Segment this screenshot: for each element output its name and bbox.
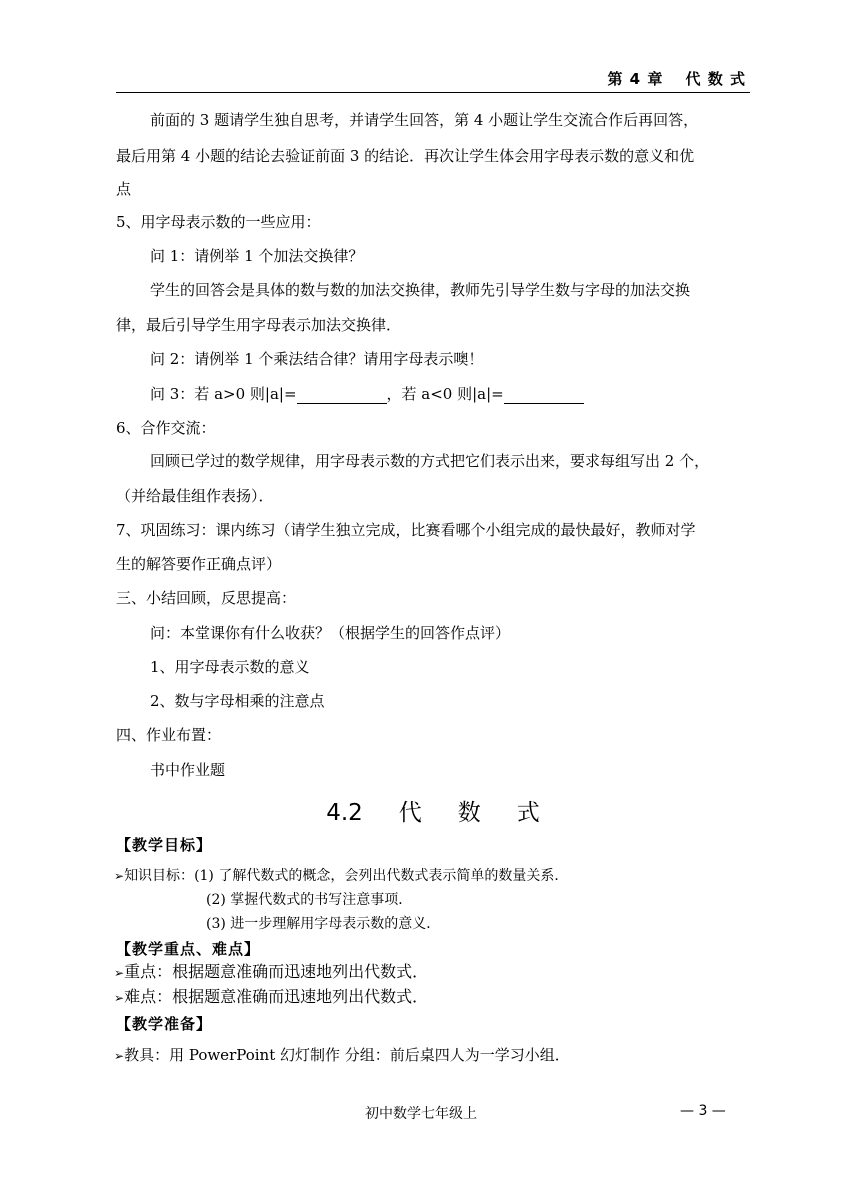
key-heading: 【教学重点、难点】 (116, 940, 261, 958)
prep-line (114, 1045, 570, 1066)
goal-item: (3) 进一步理解用字母表示数的意义． (206, 916, 441, 932)
goal-line (114, 866, 568, 886)
title-char: 数 (457, 800, 481, 826)
homework-text: 书中作业题 (150, 761, 226, 779)
section-heading: 四、作业布置： (116, 726, 222, 744)
paragraph-line: 学生的回答会是具体的数与数的加法交换律，教师先引导学生数与字母的加法交换 (150, 281, 691, 299)
question-2: 问 2：请例举 1 个乘法结合律？请用字母表示噢！ (150, 350, 484, 368)
summary-item: 2、数与字母相乘的注意点 (150, 692, 325, 710)
section-heading: 5、用字母表示数的一些应用： (116, 213, 321, 231)
prep-heading: 【教学准备】 (116, 1015, 213, 1033)
goal-label: 知识目标： (124, 868, 195, 884)
answer-blank (297, 387, 387, 404)
paragraph-line: 回顾已学过的数学规律，用字母表示数的方式把它们表示出来，要求每组写出 2 个， (150, 452, 710, 470)
section-heading: 三、小结回顾，反思提高： (116, 589, 297, 607)
paragraph-line: 点 (116, 180, 132, 198)
difficult-point-text: 难点：根据题意准确而迅速地列出代数式． (124, 987, 429, 1006)
paragraph-line: 前面的 3 题请学生独自思考，并请学生回答，第 4 小题让学生交流合作后再回答， (150, 111, 699, 129)
question-3-part-a: 问 3：若 a>0 则|a|= (150, 385, 297, 403)
paragraph-line: （并给最佳组作表扬）． (116, 487, 274, 505)
section-heading: 6、合作交流： (116, 419, 216, 437)
bullet-arrow-icon: ➢ (114, 991, 125, 1005)
bullet-arrow-icon: ➢ (114, 869, 125, 883)
section-heading: 7、巩固练习：课内练习（请学生独立完成，比赛看哪个小组完成的最快最好，教师对学 (116, 521, 696, 539)
title-char: 代 (398, 800, 422, 826)
paragraph-line: 生的解答要作正确点评） (116, 555, 282, 573)
difficult-point (114, 987, 428, 1008)
key-point (114, 962, 428, 983)
footer-title: 初中数学七年级上 (365, 1106, 477, 1122)
summary-question: 问：本堂课你有什么收获？（根据学生的回答作点评） (150, 624, 511, 642)
page-number: — 3 — (680, 1103, 726, 1119)
question-3 (150, 384, 584, 404)
goals-heading: 【教学目标】 (116, 836, 213, 854)
question-1: 问 1：请例举 1 个加法交换律？ (150, 247, 364, 265)
prep-text: 教具：用 PowerPoint 幻灯制作 分组：前后桌四人为一学习小组． (124, 1046, 570, 1064)
title-char: 式 (516, 800, 540, 826)
summary-item: 1、用字母表示数的意义 (150, 658, 310, 676)
bullet-arrow-icon: ➢ (114, 966, 125, 980)
page-header (116, 66, 750, 93)
chapter-title: 第 4 章 代 数 式 (607, 70, 746, 88)
paragraph-line: 律，最后引导学生用字母表示加法交换律． (116, 316, 402, 334)
key-point-text: 重点：根据题意准确而迅速地列出代数式． (124, 962, 429, 981)
goal-item: (1) 了解代数式的概念，会列出代数式表示简单的数量关系． (194, 868, 569, 884)
section-title (116, 794, 750, 827)
goal-item: (2) 掌握代数式的书写注意事项． (206, 892, 413, 908)
answer-blank (504, 387, 584, 404)
bullet-arrow-icon: ➢ (114, 1049, 125, 1063)
section-number: 4.2 (326, 800, 363, 826)
question-3-part-b: ，若 a<0 则|a|= (386, 385, 504, 403)
paragraph-line: 最后用第 4 小题的结论去验证前面 3 的结论．再次让学生体会用字母表示数的意义和优 (116, 147, 695, 165)
